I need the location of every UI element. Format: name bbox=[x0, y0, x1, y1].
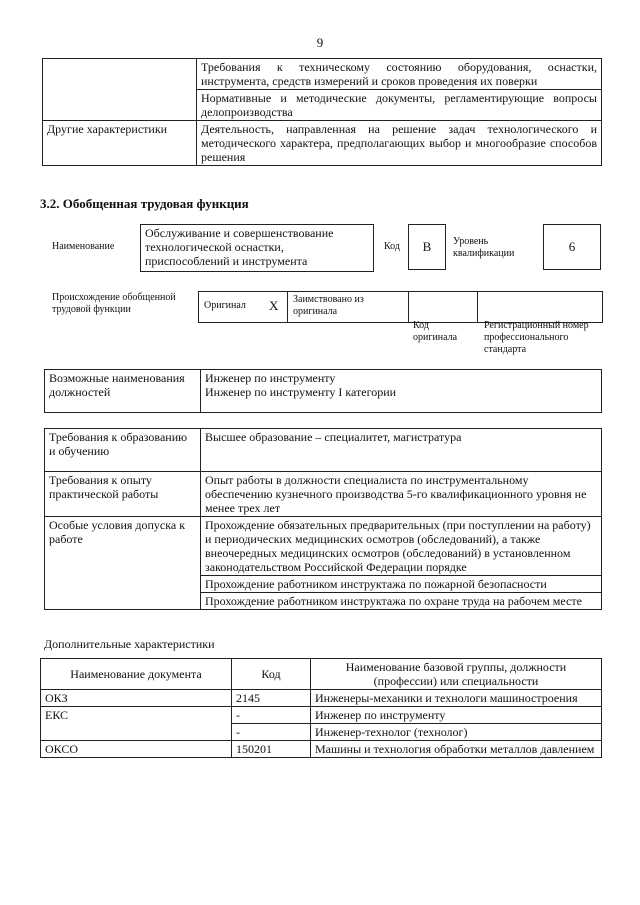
table-row bbox=[45, 429, 602, 472]
section-title: 3.2. Обобщенная трудовая функция bbox=[40, 196, 249, 211]
level-value: 6 bbox=[543, 224, 601, 270]
column-header: Код bbox=[232, 659, 311, 690]
table-row bbox=[41, 741, 602, 758]
positions-table bbox=[44, 369, 602, 413]
table-cell: Инженеры-механики и технологи машиностроения bbox=[311, 690, 602, 707]
table-row bbox=[45, 370, 602, 413]
position-item: Инженер по инструменту I категории bbox=[205, 385, 397, 399]
function-code-value: B bbox=[408, 224, 446, 270]
original-mark: X bbox=[269, 298, 279, 313]
table-cell: ОКЗ bbox=[41, 690, 232, 707]
table-cell: Инженер-технолог (технолог) bbox=[311, 724, 602, 741]
original-code-caption: Код оригинала bbox=[413, 320, 458, 343]
name-label: Наименование bbox=[52, 241, 115, 252]
position-item: Инженер по инструменту bbox=[205, 371, 336, 385]
requirement-text: Прохождение работником инструктажа по пожарной безопасности bbox=[201, 576, 602, 593]
requirement-label: Требования к опыту практической работы bbox=[45, 472, 201, 517]
positions-values bbox=[201, 370, 602, 413]
table-row bbox=[43, 121, 602, 166]
row-label bbox=[43, 59, 197, 90]
table-header-row bbox=[41, 659, 602, 690]
requirement-text: Прохождение обязательных предварительных (при поступлении на работу) и периодических медицинских осмотров (обследований), а также внеочередных медицинских осмотров (обследований) в установленном законодательством Российской Федерации порядке bbox=[201, 517, 602, 576]
table-cell: - bbox=[232, 724, 311, 741]
original-code-box bbox=[408, 291, 478, 323]
page-number: 9 bbox=[316, 35, 324, 50]
level-label: Уровень квалификации bbox=[453, 236, 515, 259]
additional-table bbox=[40, 658, 602, 758]
table-row bbox=[41, 707, 602, 724]
function-name-value: Обслуживание и совершенствование технологической оснастки, приспособлений и инструмента bbox=[140, 224, 374, 272]
reg-number-box bbox=[477, 291, 603, 323]
reg-number-caption: Регистрационный номер профессионального стандарта bbox=[484, 320, 589, 355]
column-header: Наименование документа bbox=[41, 659, 232, 690]
table-cell: 2145 bbox=[232, 690, 311, 707]
requirement-label: Особые условия допуска к работе bbox=[45, 517, 201, 610]
origin-label: Происхождение обобщенной трудовой функции bbox=[52, 292, 176, 315]
requirement-text: Прохождение работником инструктажа по охране труда на рабочем месте bbox=[201, 593, 602, 610]
top-characteristics-table bbox=[42, 58, 602, 166]
table-cell: Машины и технология обработки металлов давлением bbox=[311, 741, 602, 758]
table-cell: ОКСО bbox=[41, 741, 232, 758]
requirement-label: Требования к образованию и обучению bbox=[45, 429, 201, 472]
requirements-table bbox=[44, 428, 602, 610]
table-cell: 150201 bbox=[232, 741, 311, 758]
table-row bbox=[45, 472, 602, 517]
original-box bbox=[198, 291, 288, 323]
row-label: Другие характеристики bbox=[43, 121, 197, 166]
table-cell: ЕКС bbox=[41, 707, 232, 741]
requirement-text: Опыт работы в должности специалиста по инструментальному обеспечению кузнечного производства 5-го квалификационного уровня не менее трех лет bbox=[201, 472, 602, 517]
table-row bbox=[45, 517, 602, 576]
table-row bbox=[41, 690, 602, 707]
positions-label: Возможные наименования должностей bbox=[45, 370, 201, 413]
row-text: Требования к техническому состоянию оборудования, оснастки, инструмента, средств измерений и сроков проведения их поверки bbox=[197, 59, 602, 90]
row-label bbox=[43, 90, 197, 121]
table-row bbox=[43, 59, 602, 90]
original-label: Оригинал bbox=[204, 300, 246, 311]
column-header: Наименование базовой группы, должности (профессии) или специальности bbox=[311, 659, 602, 690]
table-cell: Инженер по инструменту bbox=[311, 707, 602, 724]
row-text: Деятельность, направленная на решение задач технологического и методического характера, предполагающих выбор и многообразие способов решения bbox=[197, 121, 602, 166]
row-text: Нормативные и методические документы, регламентирующие вопросы делопроизводства bbox=[197, 90, 602, 121]
requirement-text: Высшее образование – специалитет, магистратура bbox=[201, 429, 602, 472]
borrowed-label: Заимствовано из оригинала bbox=[293, 294, 364, 317]
code-label: Код bbox=[384, 241, 400, 252]
table-cell: - bbox=[232, 707, 311, 724]
table-row bbox=[43, 90, 602, 121]
additional-title: Дополнительные характеристики bbox=[44, 637, 215, 651]
borrowed-box bbox=[287, 291, 409, 323]
